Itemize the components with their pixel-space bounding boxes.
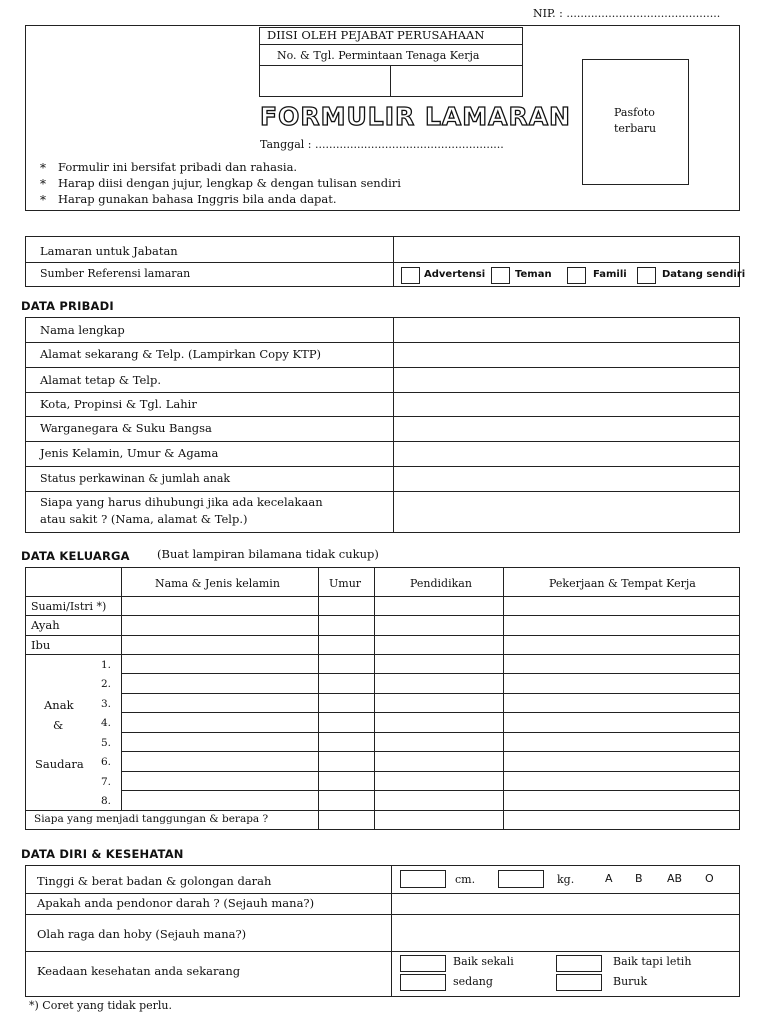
footnote: *) Coret yang tidak perlu. xyxy=(29,999,173,1012)
option-baik-sekali: Baik sekali xyxy=(453,955,514,968)
sport-label: Olah raga dan hoby (Sejauh mana?) xyxy=(37,927,247,941)
note-bullet: * xyxy=(40,193,46,207)
photo-label-2: terbaru xyxy=(614,122,657,135)
source-label: Sumber Referensi lamaran xyxy=(40,267,191,280)
family-data-grid[interactable] xyxy=(123,598,738,808)
section-personal: DATA PRIBADI xyxy=(21,299,114,313)
checkbox-buruk[interactable] xyxy=(556,974,602,991)
family-column-header: Nama & Jenis kelamin xyxy=(155,577,280,590)
weight-field[interactable] xyxy=(498,870,544,888)
personal-row-label: Nama lengkap xyxy=(40,323,125,337)
dependents-field[interactable] xyxy=(376,812,738,828)
family-column-header: Umur xyxy=(329,577,362,590)
family-column-header: Pekerjaan & Tempat Kerja xyxy=(549,577,696,590)
personal-field[interactable] xyxy=(395,319,738,341)
personal-field[interactable] xyxy=(395,394,738,415)
form-title: FORMULIR LAMARAN xyxy=(260,102,571,131)
checkbox-famili[interactable] xyxy=(567,267,586,284)
blood-type-option[interactable]: O xyxy=(705,872,714,885)
donor-field[interactable] xyxy=(393,895,738,913)
personal-field[interactable] xyxy=(395,468,738,490)
sibling-label: Anak xyxy=(44,698,74,712)
checkbox-advertensi[interactable] xyxy=(401,267,420,284)
personal-row-label: Alamat tetap & Telp. xyxy=(40,373,161,387)
personal-field[interactable] xyxy=(395,418,738,440)
personal-field[interactable] xyxy=(395,344,738,366)
height-field[interactable] xyxy=(400,870,446,888)
checkbox-baik-sekali[interactable] xyxy=(400,955,446,972)
option-datang-sendiri: Datang sendiri xyxy=(662,269,746,280)
relation-label: Suami/Istri *) xyxy=(31,600,107,613)
note-1: Formulir ini bersifat pribadi dan rahasia. xyxy=(58,160,298,174)
dependents-label: Siapa yang menjadi tanggungan & berapa ? xyxy=(34,813,269,825)
company-heading: DIISI OLEH PEJABAT PERUSAHAAN xyxy=(267,28,485,42)
personal-row-label: Kota, Propinsi & Tgl. Lahir xyxy=(40,397,197,411)
note-2: Harap diisi dengan jujur, lengkap & dengan tulisan sendiri xyxy=(58,176,401,190)
request-number-field[interactable] xyxy=(261,67,389,95)
checkbox-sedang[interactable] xyxy=(400,974,446,991)
note-bullet: * xyxy=(40,161,46,175)
unit-kg: kg. xyxy=(557,873,575,886)
note-bullet: * xyxy=(40,177,46,191)
nip-label: NIP. : ............................................ xyxy=(533,7,721,20)
sibling-number: 1. xyxy=(101,659,112,671)
sibling-number: 5. xyxy=(101,737,112,749)
sibling-label: Saudara xyxy=(35,757,84,771)
section-health: DATA DIRI & KESEHATAN xyxy=(21,847,184,861)
family-column-header: Pendidikan xyxy=(410,577,472,590)
option-famili: Famili xyxy=(593,269,627,280)
blood-type-option[interactable]: AB xyxy=(667,872,683,885)
section-family: DATA KELUARGA xyxy=(21,549,130,563)
sibling-number: 6. xyxy=(101,756,112,768)
sibling-number: 4. xyxy=(101,717,112,729)
personal-field[interactable] xyxy=(395,443,738,465)
sibling-number: 7. xyxy=(101,776,112,788)
sibling-number: 3. xyxy=(101,698,112,710)
sibling-number: 2. xyxy=(101,678,112,690)
option-advertensi: Advertensi xyxy=(424,269,486,280)
option-sedang: sedang xyxy=(453,975,493,988)
personal-field[interactable] xyxy=(395,369,738,391)
position-label: Lamaran untuk Jabatan xyxy=(40,244,178,258)
family-note: (Buat lampiran bilamana tidak cukup) xyxy=(157,547,379,561)
personal-row-label: Status perkawinan & jumlah anak xyxy=(40,472,231,485)
donor-label: Apakah anda pendonor darah ? (Sejauh mana?) xyxy=(37,896,315,910)
sibling-label: & xyxy=(53,718,64,732)
request-label: No. & Tgl. Permintaan Tenaga Kerja xyxy=(277,49,480,62)
relation-label: Ibu xyxy=(31,638,51,652)
position-field[interactable] xyxy=(395,238,738,261)
note-3: Harap gunakan bahasa Inggris bila anda dapat. xyxy=(58,192,337,206)
option-buruk: Buruk xyxy=(613,975,648,988)
contact-label-1: Siapa yang harus dihubungi jika ada kecelakaan xyxy=(40,495,323,509)
personal-row-label: Jenis Kelamin, Umur & Agama xyxy=(40,446,219,460)
option-baik-tapi-letih: Baik tapi letih xyxy=(613,955,692,968)
contact-field[interactable] xyxy=(395,493,738,531)
checkbox-datang-sendiri[interactable] xyxy=(637,267,656,284)
relation-label: Ayah xyxy=(31,618,60,632)
blood-type-option[interactable]: B xyxy=(635,872,643,885)
sport-field[interactable] xyxy=(393,916,738,950)
body-label: Tinggi & berat badan & golongan darah xyxy=(37,874,272,888)
sibling-number: 8. xyxy=(101,795,112,807)
checkbox-baik-tapi-letih[interactable] xyxy=(556,955,602,972)
request-date-field[interactable] xyxy=(392,67,521,95)
photo-label-1: Pasfoto xyxy=(614,106,655,119)
unit-cm: cm. xyxy=(455,873,476,886)
personal-row-label: Alamat sekarang & Telp. (Lampirkan Copy KTP) xyxy=(40,347,322,361)
option-teman: Teman xyxy=(515,269,552,280)
condition-label: Keadaan kesehatan anda sekarang xyxy=(37,964,241,978)
checkbox-teman[interactable] xyxy=(491,267,510,284)
blood-type-option[interactable]: A xyxy=(605,872,613,885)
date-field[interactable]: Tanggal : ...................................................... xyxy=(260,138,504,151)
personal-row-label: Warganegara & Suku Bangsa xyxy=(40,421,212,435)
contact-label-2: atau sakit ? (Nama, alamat & Telp.) xyxy=(40,512,248,526)
